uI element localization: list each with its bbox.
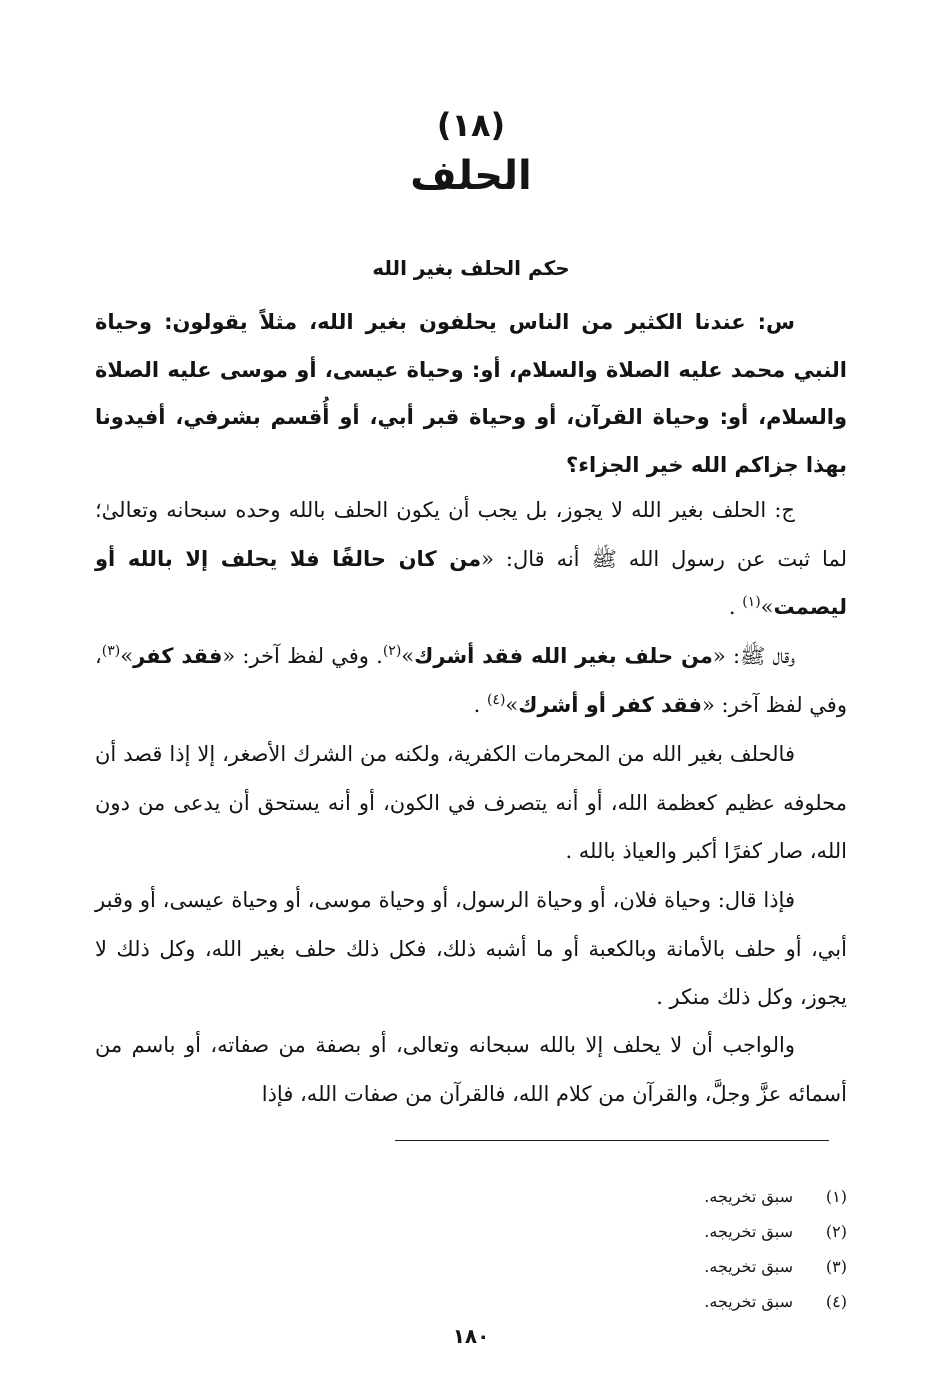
footnote-ref: (٣)	[101, 643, 121, 659]
footnote-ref: (٤)	[486, 691, 506, 708]
footnote-ref: (٢)	[382, 643, 402, 659]
section-heading: حكم الحلف بغير الله	[372, 256, 570, 280]
hadith-quote: فقد كفر أو أشرك	[518, 692, 702, 717]
answer-paragraph-3	[95, 730, 847, 876]
question-text: س: عندنا الكثير من الناس يحلفون بغير الله، مثلاً يقولون: وحياة النبي محمد عليه الصلاة والسلام، أو: وحياة عيسى، أو موسى عليه الصلاة والسلام، أو: وحياة القرآن، أو وحياة قبر أبي، أو أُقسم بشرفي، أفيدونا بهذا جزاكم الله خير الجزاء؟	[95, 310, 847, 477]
quote-close: »	[760, 595, 774, 619]
footnote-text: سبق تخريجه.	[704, 1257, 793, 1276]
question-paragraph	[95, 299, 847, 489]
answer-2-text-c: ، وفي لفظ آخر: «	[95, 644, 847, 717]
quote-close: »	[401, 644, 415, 668]
page-number: ١٨٠	[452, 1324, 490, 1348]
answer-4-text: فإذا قال: وحياة فلان، أو وحياة الرسول، أو وحياة موسى، أو وحياة عيسى، أو وقبر أبي، أو حلف بالأمانة وبالكعبة أو ما أشبه ذلك، فكل ذلك حلف بغير الله، وكل ذلك لا يجوز، وكل ذلك منكر .	[95, 888, 847, 1009]
footnote-separator	[395, 1140, 829, 1141]
footnote-number: (٣)	[825, 1257, 847, 1276]
answer-2-text: وقال ﷺ: «	[712, 644, 796, 668]
quote-close: »	[505, 692, 519, 717]
answer-1-text: ج: الحلف بغير الله لا يجوز، بل يجب أن يكون الحلف بالله وحده سبحانه وتعالىٰ؛ لما ثبت عن رسول الله ﷺ أنه قال: «	[95, 498, 847, 571]
footnote-item	[347, 1179, 847, 1214]
footnote-ref: (١)	[742, 594, 761, 610]
answer-1-end: .	[728, 595, 743, 619]
chapter-title: الحلف	[410, 153, 532, 199]
footnote-text: سبق تخريجه.	[704, 1292, 793, 1311]
answer-paragraph-2	[95, 632, 847, 729]
answer-3-text: فالحلف بغير الله من المحرمات الكفرية، ولكنه من الشرك الأصغر، إلا إذا قصد أن محلوفه عظيم كعظمة الله، أو أنه يتصرف في الكون، أو أنه يستحق أن يدعى من دون الله، صار كفرًا أكبر والعياذ بالله .	[95, 742, 847, 863]
hadith-quote: فقد كفر	[133, 644, 223, 668]
hadith-quote: من كان حالفًا فلا يحلف إلا بالله أو ليصمت	[95, 546, 847, 619]
quote-close: »	[120, 644, 134, 668]
answer-2-text-b: . وفي لفظ آخر: «	[222, 644, 383, 668]
footnote-item	[347, 1214, 847, 1249]
footnote-item	[347, 1249, 847, 1284]
footnote-text: سبق تخريجه.	[704, 1222, 793, 1241]
footnote-number: (٢)	[825, 1222, 847, 1241]
footnote-number: (٤)	[825, 1292, 847, 1311]
answer-paragraph-4	[95, 876, 847, 1022]
footnote-text: سبق تخريجه.	[704, 1187, 793, 1206]
answer-5-text: والواجب أن لا يحلف إلا بالله سبحانه وتعالى، أو بصفة من صفاته، أو باسم من أسمائه عزَّ وجلَّ، والقرآن من كلام الله، فالقرآن من صفات الله، فإذا	[95, 1033, 847, 1106]
footnotes	[347, 1179, 847, 1319]
chapter-number: (١٨)	[436, 106, 506, 144]
footnote-item	[347, 1284, 847, 1319]
hadith-quote: من حلف بغير الله فقد أشرك	[414, 644, 713, 668]
answer-paragraph-1	[95, 486, 847, 632]
answer-paragraph-5	[95, 1021, 847, 1118]
answer-2-end: .	[473, 692, 487, 717]
footnote-number: (١)	[825, 1187, 847, 1206]
